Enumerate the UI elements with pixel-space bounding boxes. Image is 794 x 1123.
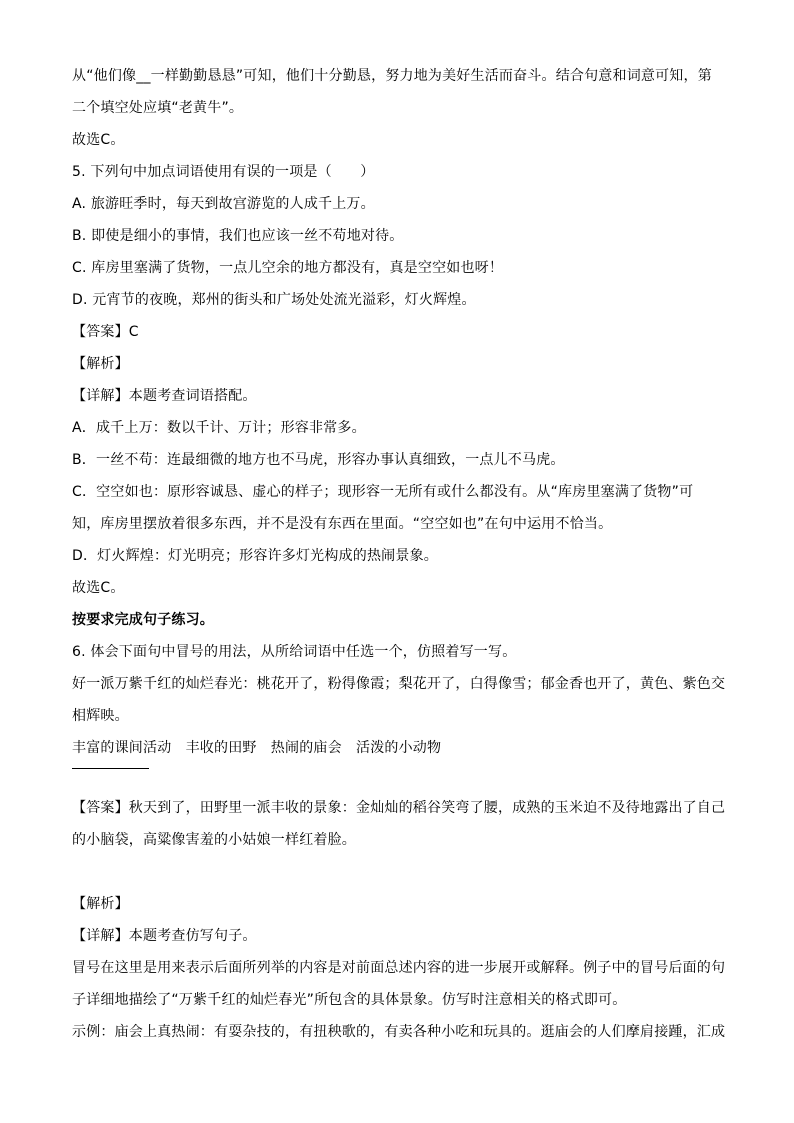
text-line: 示例：庙会上真热闹：有耍杂技的，有扭秧歌的，有卖各种小吃和玩具的。逛庙会的人们摩肩接踵，汇成 — [72, 1024, 726, 1040]
option-b: B. 即使是细小的事情，我们也应该一丝不苟地对待。 — [72, 228, 404, 244]
text-line: 二个填空处应填“老黄牛”。 — [72, 100, 244, 116]
answer-blank-line — [72, 768, 149, 769]
text-line: 故选C。 — [72, 580, 125, 596]
question-6-title: 6. 体会下面句中冒号的用法，从所给词语中任选一个，仿照着写一写。 — [72, 644, 517, 660]
text-line: B．一丝不苟：连最细微的地方也不马虎，形容办事认真细致，一点儿不马虎。 — [72, 452, 565, 468]
text-line: D．灯火辉煌：灯光明亮；形容许多灯光构成的热闹景象。 — [72, 548, 438, 564]
text-line: 子详细地描绘了“万紫千红的灿烂春光”所包含的具体景象。仿写时注意相关的格式即可。 — [72, 992, 627, 1008]
text-line: 冒号在这里是用来表示后面所列举的内容是对前面总述内容的进一步展开或解释。例子中的冒号后面的句 — [72, 960, 726, 976]
text-line: 相辉映。 — [72, 708, 129, 724]
text-line: 【详解】本题考查词语搭配。 — [72, 388, 257, 404]
option-d: D. 元宵节的夜晚，郑州的街头和广场处处流光溢彩，灯火辉煌。 — [72, 292, 476, 308]
text-line: A．成千上万：数以千计、万计；形容非常多。 — [72, 420, 366, 436]
text-line: C．空空如也：原形容诚恳、虚心的样子；现形容一无所有或什么都没有。从“库房里塞满了货物”可 — [72, 484, 694, 500]
answer-label: 【答案】C — [72, 324, 139, 340]
option-c: C. 库房里塞满了货物，一点儿空余的地方都没有，真是空空如也呀！ — [72, 260, 504, 276]
word-choices: 丰富的课间活动 丰收的田野 热闹的庙会 活泼的小动物 — [72, 740, 442, 756]
answer-text: 的小脑袋，高粱像害羞的小姑娘一样红着脸。 — [72, 832, 356, 848]
question-5-title: 5. 下列句中加点词语使用有误的一项是（ ） — [72, 164, 375, 180]
option-a: A. 旅游旺季时，每天到故宫游览的人成千上万。 — [72, 196, 375, 212]
text-line: 【详解】本题考查仿写句子。 — [72, 928, 257, 944]
text-line: 知，库房里摆放着很多东西，并不是没有东西在里面。“空空如也”在句中运用不恰当。 — [72, 516, 613, 532]
answer-text: 【答案】秋天到了，田野里一派丰收的景象：金灿灿的稻谷笑弯了腰，成熟的玉米迫不及待地露出了自己 — [72, 800, 726, 816]
text-line: 好一派万紫千红的灿烂春光：桃花开了，粉得像霞；梨花开了，白得像雪；郁金香也开了，黄色、紫色交 — [72, 676, 726, 692]
text-line: 从“他们像__一样勤勤恳恳”可知，他们十分勤恳，努力地为美好生活而奋斗。结合句意和词意可知，第 — [72, 68, 712, 84]
analysis-label: 【解析】 — [72, 356, 129, 372]
text-line: 故选C。 — [72, 132, 125, 148]
section-heading: 按要求完成句子练习。 — [72, 612, 214, 628]
analysis-label: 【解析】 — [72, 896, 129, 912]
